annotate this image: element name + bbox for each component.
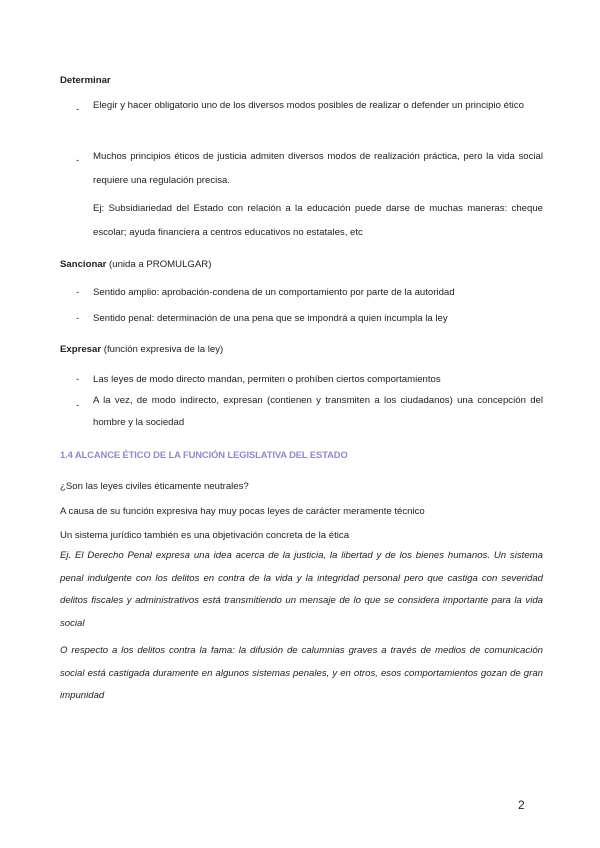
alcance-paragraph-2: Un sistema jurídico también es una objetivación concreta de la ética [60,530,350,541]
bullet-dash: - [76,374,80,385]
bullet-dash: - [76,313,80,324]
alcance-example-2: O respecto a los delitos contra la fama: la difusión de calumnias graves a través de medios de comunicación social está castigada duramente en algunos sistemas penales, y en otros, esos comportamientos gozan de gran impunidad [60,645,543,701]
expresar-item-2: A la vez, de modo indirecto, expresan (contienen y transmiten a los ciudadanos) una concepción del hombre y la sociedad [93,395,543,428]
expresar-heading [60,344,223,356]
section-heading: 1.4 ALCANCE ÉTICO DE LA FUNCIÓN LEGISLATIVA DEL ESTADO [60,449,348,460]
bullet-dash: - [76,400,80,411]
expresar-title-rest: (función expresiva de la ley) [101,344,224,355]
sancionar-title-rest: (unida a PROMULGAR) [106,259,212,270]
alcance-question: ¿Son las leyes civiles éticamente neutrales? [60,481,249,492]
sancionar-item-2: Sentido penal: determinación de una pena que se impondrá a quien incumpla la ley [93,313,448,324]
bullet-dash: - [76,155,80,166]
determinar-item-1: Elegir y hacer obligatorio uno de los diversos modos posibles de realizar o defender un principio ético [93,100,524,111]
bullet-dash: - [76,287,80,298]
sancionar-heading [60,259,211,271]
determinar-item-2: Muchos principios éticos de justicia admiten diversos modos de realización práctica, pero la vida social requiere una regulación precisa. [93,151,543,186]
determinar-title: Determinar [60,75,111,86]
expresar-item-1: Las leyes de modo directo mandan, permiten o prohíben ciertos comportamientos [93,374,441,385]
sancionar-item-1: Sentido amplio: aprobación-condena de un comportamiento por parte de la autoridad [93,287,455,298]
bullet-dash: - [76,104,80,115]
page-number: 2 [518,798,525,812]
determinar-example: Ej: Subsidiariedad del Estado con relación a la educación puede darse de muchas maneras: cheque escolar; ayuda financiera a centros educativos no estatales, etc [93,203,543,238]
alcance-example-1: Ej. El Derecho Penal expresa una idea acerca de la justicia, la libertad y de los bienes humanos. Un sistema penal indulgente con los delitos en contra de la vida y la integridad personal pero que castiga con severidad delitos fiscales y administrativos está transmitiendo un mensaje de lo que se considera importante para la vida social [60,550,543,629]
sancionar-title: Sancionar [60,259,107,270]
expresar-title: Expresar [60,344,102,355]
alcance-paragraph-1: A causa de su función expresiva hay muy pocas leyes de carácter meramente técnico [60,506,425,517]
